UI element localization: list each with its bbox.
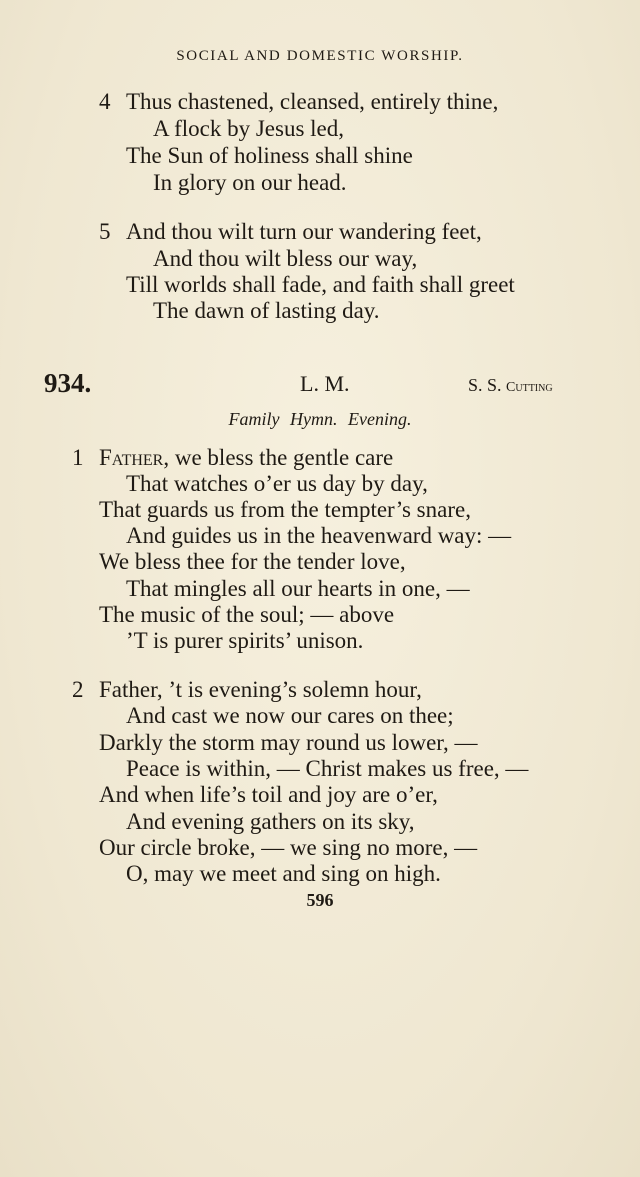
verse-line: Till worlds shall fade, and faith shall greet <box>126 272 515 297</box>
hymn-meter: L. M. <box>300 371 350 396</box>
verse-line: And cast we now our cares on thee; <box>126 703 454 728</box>
verse-line: The Sun of holiness shall shine <box>126 143 413 168</box>
verse-line: And thou wilt turn our wandering feet, <box>126 219 482 244</box>
first-word: Father, <box>99 445 170 470</box>
verse-line: That guards us from the tempter’s snare, <box>99 497 471 522</box>
verse-line: Our circle broke, — we sing no more, — <box>99 835 478 860</box>
verse-line: That mingles all our hearts in one, — <box>126 576 470 601</box>
stanza-number: 1 <box>72 445 84 470</box>
page-number: 596 <box>306 890 334 910</box>
author-initials: S. S. <box>468 375 502 395</box>
verse-line: And when life’s toil and joy are o’er, <box>99 782 438 807</box>
stanza-number: 4 <box>99 89 111 114</box>
verse-line: And evening gathers on its sky, <box>126 809 415 834</box>
verse-line: Father, ’t is evening’s solemn hour, <box>99 677 422 702</box>
verse-line: Thus chastened, cleansed, entirely thine, <box>126 89 499 114</box>
author-surname: Cutting <box>506 380 553 395</box>
stanza-number: 2 <box>72 677 84 702</box>
verse-line: In glory on our head. <box>153 170 347 195</box>
hymn-author <box>468 372 553 401</box>
verse-line: A flock by Jesus led, <box>153 116 345 141</box>
verse-line: ’T is purer spirits’ unison. <box>126 628 364 653</box>
hymn-number: 934. <box>44 368 92 398</box>
verse-line: Peace is within, — Christ makes us free, — <box>126 756 529 781</box>
verse-line: O, may we meet and sing on high. <box>126 861 441 886</box>
verse-line: Darkly the storm may round us lower, — <box>99 730 478 755</box>
verse-line: The music of the soul; — above <box>99 602 395 627</box>
verse-line: The dawn of lasting day. <box>153 298 380 323</box>
hymn-subtitle: Family Hymn. Evening. <box>228 409 412 429</box>
running-head: SOCIAL AND DOMESTIC WORSHIP. <box>176 48 464 64</box>
verse-line: And thou wilt bless our way, <box>153 246 418 271</box>
stanza-number: 5 <box>99 219 111 244</box>
verse-line: We bless thee for the tender love, <box>99 549 406 574</box>
verse-line: And guides us in the heavenward way: — <box>126 523 512 548</box>
verse-line <box>99 445 393 471</box>
verse-line: That watches o’er us day by day, <box>126 471 428 496</box>
verse-line-rest: we bless the gentle care <box>169 445 394 470</box>
